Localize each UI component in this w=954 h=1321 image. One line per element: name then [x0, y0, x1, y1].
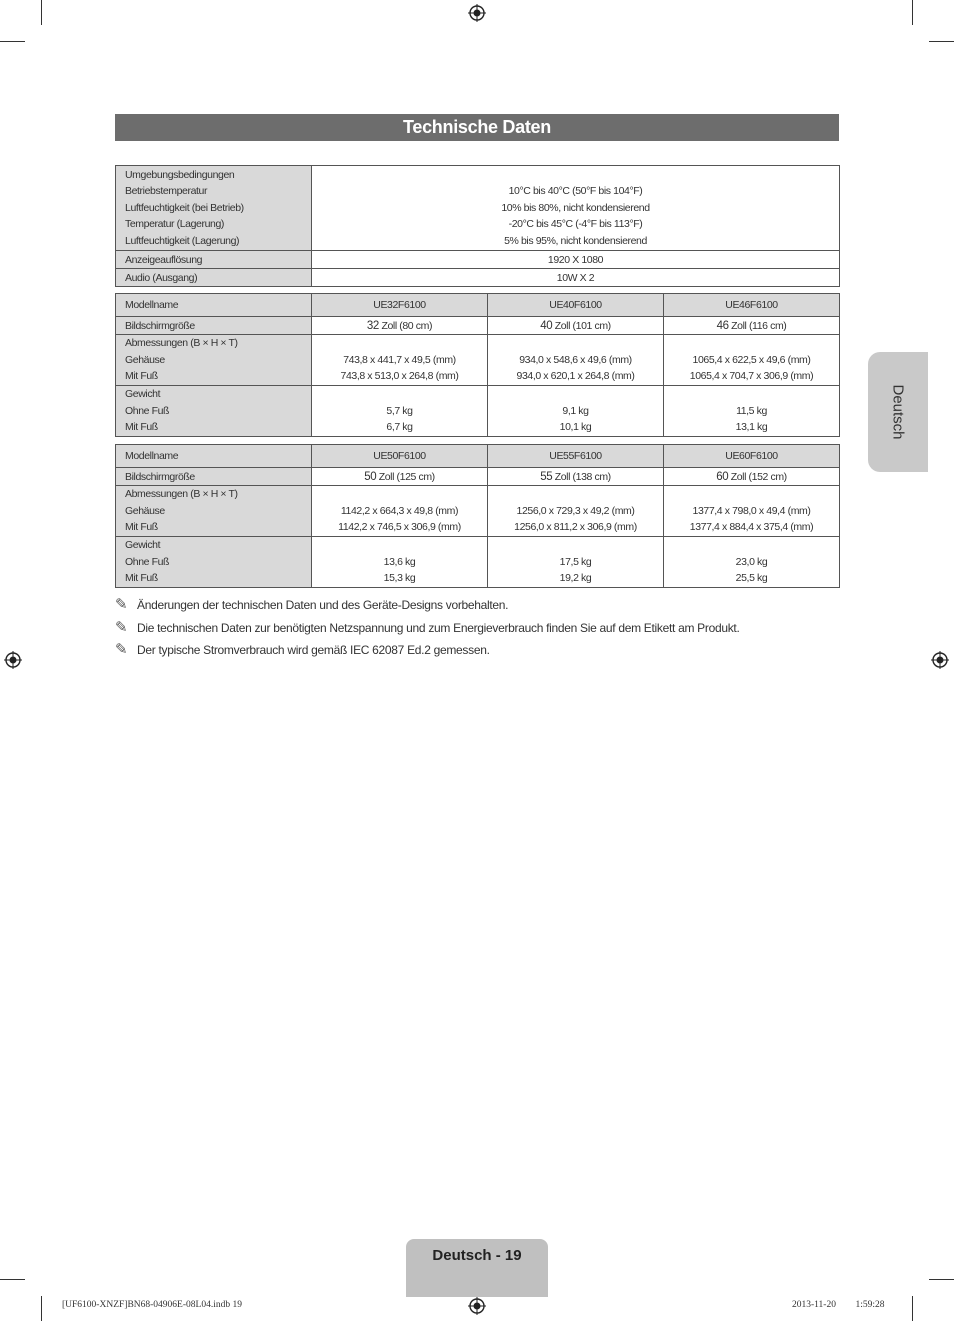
weight-label-cell: Gewicht Ohne Fuß Mit Fuß	[116, 386, 312, 437]
page-number-tab	[406, 1239, 548, 1297]
crop-mark	[0, 41, 25, 42]
model-name: UE32F6100	[312, 294, 488, 317]
audio-label: Audio (Ausgang)	[116, 269, 312, 287]
note-item: ✎ Der typische Stromverbrauch wird gemäß IEC 62087 Ed.2 gemessen.	[115, 639, 845, 662]
weight-cell: 17,5 kg 19,2 kg	[488, 537, 664, 588]
table-row	[116, 269, 840, 287]
env-label: Luftfeuchtigkeit (bei Betrieb)	[125, 201, 244, 214]
registration-mark-icon	[4, 651, 22, 669]
dimensions-label-cell: Abmessungen (B × H × T) Gehäuse Mit Fuß	[116, 486, 312, 537]
table-row	[116, 445, 840, 468]
display-resolution-label: Anzeigeauflösung	[116, 251, 312, 269]
note-item: ✎ Änderungen der technischen Daten und des Geräte-Designs vorbehalten.	[115, 594, 845, 617]
screen-size: 50 Zoll (125 cm)	[312, 468, 488, 486]
page-title: Technische Daten	[115, 114, 839, 141]
environment-table	[115, 165, 840, 287]
model-table-2	[115, 444, 840, 588]
note-item: ✎ Die technischen Daten zur benötigten Netzspannung und zum Energieverbrauch finden Sie auf dem Etikett am Produkt.	[115, 617, 845, 640]
footer-timestamp: 2013-11-20 ￿￿ 1:59:28	[792, 1300, 885, 1310]
pencil-note-icon: ✎	[115, 596, 128, 613]
dimensions-cell: 1377,4 x 798,0 x 49,4 (mm) 1377,4 x 884,4 x 375,4 (mm)	[664, 486, 840, 537]
screen-size-label: Bildschirmgröße	[116, 317, 312, 335]
model-name: UE46F6100	[664, 294, 840, 317]
dimensions-label-cell: Abmessungen (B × H × T) Gehäuse Mit Fuß	[116, 335, 312, 386]
crop-mark	[0, 1279, 25, 1280]
table-row	[116, 486, 840, 537]
env-label: Betriebstemperatur	[125, 185, 208, 198]
env-value: 10% bis 80%, nicht kondensierend	[501, 201, 650, 214]
model-name: UE55F6100	[488, 445, 664, 468]
display-resolution-value: 1920 X 1080	[312, 251, 840, 269]
language-side-tab	[868, 352, 928, 472]
registration-mark-icon	[468, 1297, 486, 1315]
dimensions-cell: 934,0 x 548,6 x 49,6 (mm) 934,0 x 620,1 x 264,8 (mm)	[488, 335, 664, 386]
crop-mark	[929, 41, 954, 42]
env-value: 5% bis 95%, nicht kondensierend	[504, 234, 647, 247]
screen-size-label: Bildschirmgröße	[116, 468, 312, 486]
env-value: 10°C bis 40°C (50°F bis 104°F)	[508, 185, 643, 198]
weight-cell: 11,5 kg 13,1 kg	[664, 386, 840, 437]
model-name: UE50F6100	[312, 445, 488, 468]
pencil-note-icon: ✎	[115, 618, 128, 636]
weight-cell: 9,1 kg 10,1 kg	[488, 386, 664, 437]
dimensions-cell: 1256,0 x 729,3 x 49,2 (mm) 1256,0 x 811,2 x 306,9 (mm)	[488, 486, 664, 537]
model-name: UE40F6100	[488, 294, 664, 317]
pencil-note-icon: ✎	[115, 641, 128, 658]
dimensions-cell: 1142,2 x 664,3 x 49,8 (mm) 1142,2 x 746,5 x 306,9 (mm)	[312, 486, 488, 537]
table-row	[116, 335, 840, 386]
notes-list	[115, 594, 845, 662]
registration-mark-icon	[931, 651, 949, 669]
screen-size: 55 Zoll (138 cm)	[488, 468, 664, 486]
weight-cell: 5,7 kg 6,7 kg	[312, 386, 488, 437]
language-label: Deutsch	[889, 384, 907, 440]
model-name-label: Modellname	[116, 294, 312, 317]
model-name: UE60F6100	[664, 445, 840, 468]
screen-size: 46 Zoll (116 cm)	[664, 317, 840, 335]
crop-mark	[912, 0, 913, 25]
weight-cell: 23,0 kg 25,5 kg	[664, 537, 840, 588]
env-label-cell	[116, 166, 312, 251]
registration-mark-icon	[468, 4, 486, 22]
weight-cell: 13,6 kg 15,3 kg	[312, 537, 488, 588]
screen-size: 60 Zoll (152 cm)	[664, 468, 840, 486]
weight-label-cell: Gewicht Ohne Fuß Mit Fuß	[116, 537, 312, 588]
table-row	[116, 251, 840, 269]
model-table-1	[115, 293, 840, 437]
env-value-cell	[312, 166, 840, 251]
table-row	[116, 468, 840, 486]
audio-value: 10W X 2	[312, 269, 840, 287]
env-label: Umgebungsbedingungen	[125, 168, 235, 181]
screen-size: 32 Zoll (80 cm)	[312, 317, 488, 335]
env-label: Luftfeuchtigkeit (Lagerung)	[125, 234, 240, 247]
screen-size: 40 Zoll (101 cm)	[488, 317, 664, 335]
crop-mark	[912, 1296, 913, 1321]
crop-mark	[929, 1279, 954, 1280]
table-row	[116, 537, 840, 588]
env-value: -20°C bis 45°C (-4°F bis 113°F)	[508, 218, 643, 231]
model-name-label: Modellname	[116, 445, 312, 468]
dimensions-cell: 743,8 x 441,7 x 49,5 (mm) 743,8 x 513,0 x 264,8 (mm)	[312, 335, 488, 386]
table-row	[116, 386, 840, 437]
env-label: Temperatur (Lagerung)	[125, 218, 224, 231]
page-number: Deutsch - 19	[432, 1247, 522, 1264]
crop-mark	[41, 0, 42, 25]
table-row	[116, 166, 840, 251]
crop-mark	[41, 1296, 42, 1321]
dimensions-cell: 1065,4 x 622,5 x 49,6 (mm) 1065,4 x 704,7 x 306,9 (mm)	[664, 335, 840, 386]
table-row	[116, 317, 840, 335]
footer-file-info: [UF6100-XNZF]BN68-04906E-08L04.indb 19	[62, 1300, 242, 1310]
table-row	[116, 294, 840, 317]
blank-line	[312, 167, 839, 184]
